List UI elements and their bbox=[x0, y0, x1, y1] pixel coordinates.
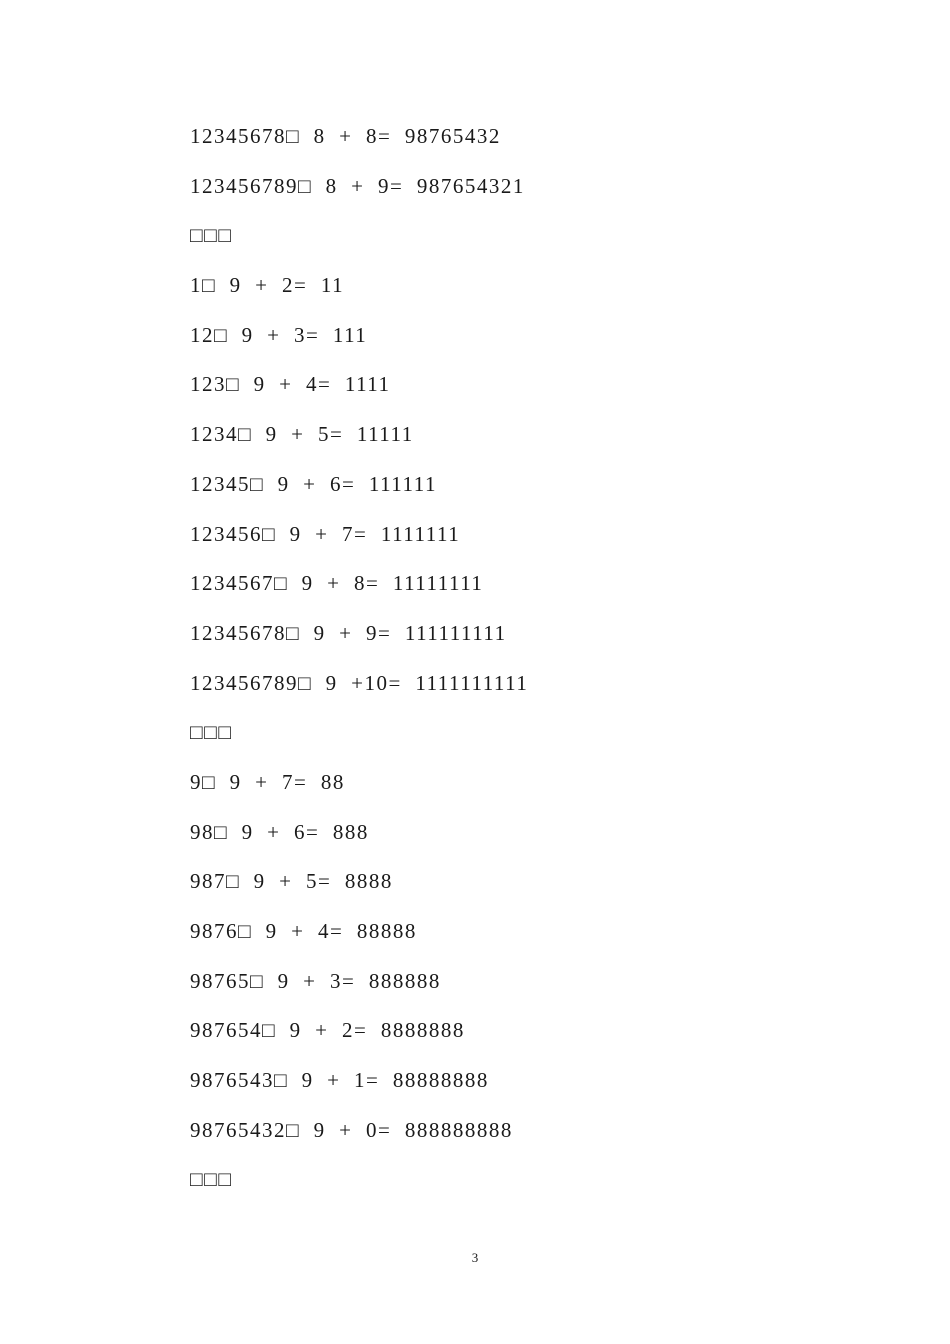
equation-line: 9876□ 9 + 4= 88888 bbox=[190, 919, 417, 943]
section-marker: □□□ bbox=[190, 223, 233, 248]
page-number: 3 bbox=[471, 1250, 479, 1265]
section-marker: □□□ bbox=[190, 1167, 233, 1192]
page-body bbox=[190, 120, 890, 1213]
equation-line: 1234567□ 9 + 8= 11111111 bbox=[190, 571, 484, 596]
equation-line: 12345□ 9 + 6= 111111 bbox=[190, 471, 437, 496]
equation-line: 12□ 9 + 3= 111 bbox=[190, 322, 368, 347]
equation-line: 9□ 9 + 7= 88 bbox=[190, 769, 345, 794]
equation-line: 9876543□ 9 + 1= 88888888 bbox=[190, 1068, 489, 1093]
equation-line: 98765432□ 9 + 0= 888888888 bbox=[190, 1117, 513, 1142]
equation-line: 123456789□ 8 + 9= 987654321 bbox=[190, 173, 525, 198]
equation-line: 98765□ 9 + 3= 888888 bbox=[190, 968, 441, 993]
equation-line: 123456□ 9 + 7= 1111111 bbox=[190, 521, 461, 546]
equation-line: 1234□ 9 + 5= 11111 bbox=[190, 422, 414, 447]
section-marker: □□□ bbox=[190, 720, 233, 745]
equation-line: 98□ 9 + 6= 888 bbox=[190, 819, 369, 844]
equation-line: 123□ 9 + 4= 1111 bbox=[190, 372, 391, 397]
equation-line: 12345678□ 9 + 9= 111111111 bbox=[190, 620, 507, 645]
equation-line: 987□ 9 + 5= 8888 bbox=[190, 869, 393, 894]
equation-line: 1□ 9 + 2= 11 bbox=[190, 273, 345, 298]
equation-line: 12345678□ 8 + 8= 98765432 bbox=[190, 124, 501, 148]
equation-line: 123456789□ 9 +10= 1111111111 bbox=[190, 670, 529, 695]
equation-line: 987654□ 9 + 2= 8888888 bbox=[190, 1018, 465, 1043]
